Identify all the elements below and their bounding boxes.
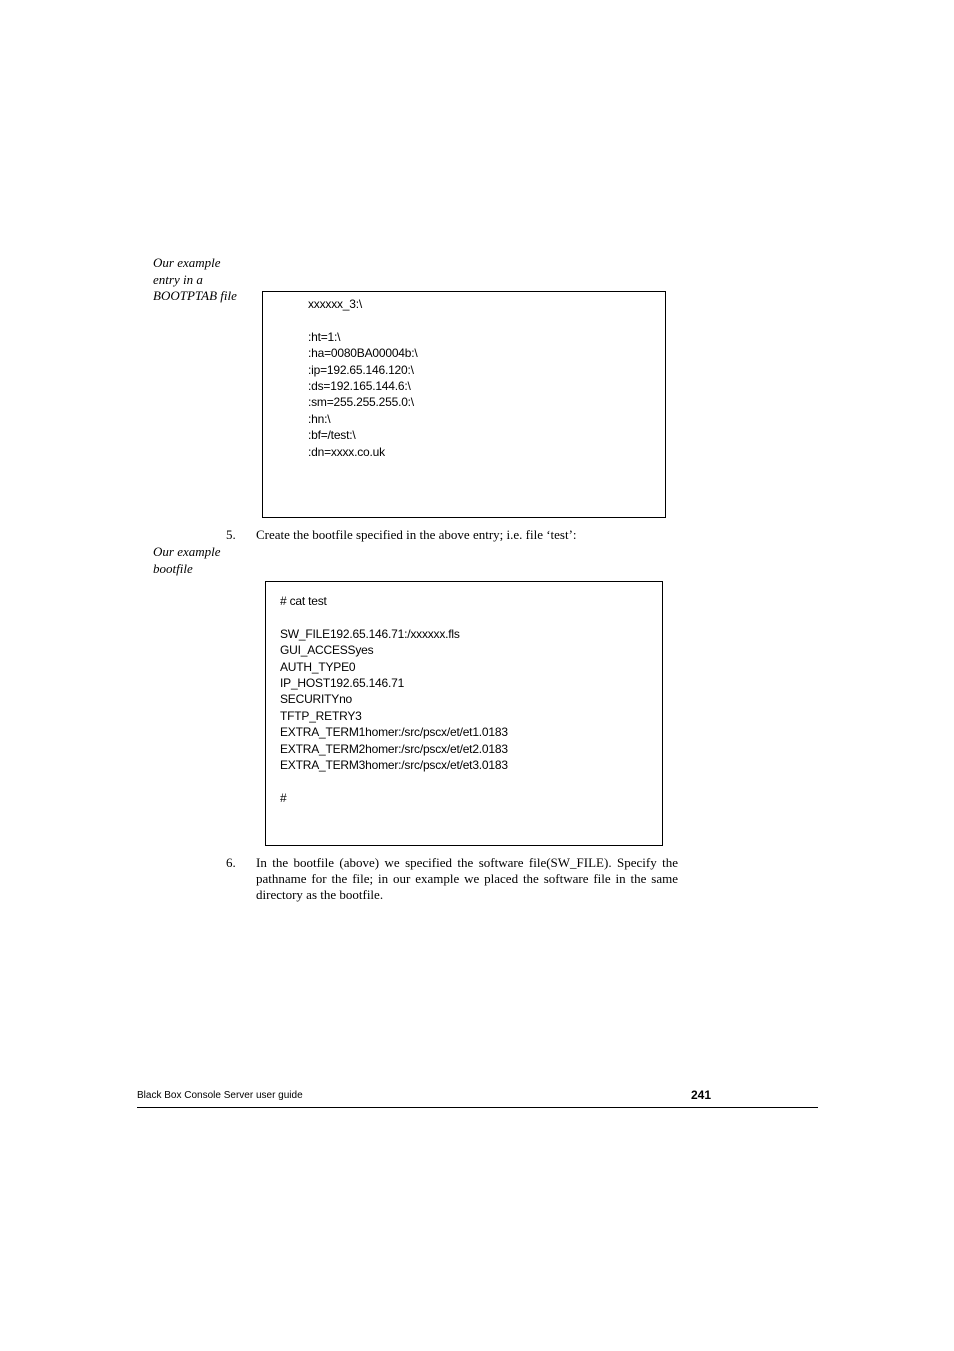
code-line: # xyxy=(280,790,287,805)
bootfile-content xyxy=(280,593,508,806)
footer-title: Black Box Console Server user guide xyxy=(137,1090,303,1101)
step-6 xyxy=(0,855,954,907)
code-line xyxy=(280,773,508,789)
code-line: AUTH_TYPE0 xyxy=(280,659,356,674)
code-line: :ds=192.165.144.6:\ xyxy=(308,378,411,393)
bootptab-entry-box xyxy=(262,291,666,518)
code-line xyxy=(308,312,418,328)
code-line: :ht=1:\ xyxy=(308,329,341,344)
step-5 xyxy=(0,527,954,547)
code-line: :ha=0080BA00004b:\ xyxy=(308,346,418,361)
step-number: 5. xyxy=(226,527,236,542)
code-line: :dn=xxxx.co.uk xyxy=(308,444,385,459)
code-line: TFTP_RETRY3 xyxy=(280,708,362,723)
code-line: EXTRA_TERM3homer:/src/pscx/et/et3.0183 xyxy=(280,757,508,772)
code-line: :bf=/test:\ xyxy=(308,428,356,443)
margin-note-bootfile: Our example bootfile xyxy=(153,544,221,576)
code-line: SECURITYno xyxy=(280,692,353,707)
code-line: :sm=255.255.255.0:\ xyxy=(308,395,414,410)
code-line: EXTRA_TERM1homer:/src/pscx/et/et1.0183 xyxy=(280,725,508,740)
margin-note-bootptab: Our example entry in a BOOTPTAB file xyxy=(153,255,237,303)
code-line: GUI_ACCESSyes xyxy=(280,643,374,658)
code-line: xxxxxx_3:\ xyxy=(308,297,363,311)
step-number: 6. xyxy=(226,855,236,870)
bootptab-entry-content xyxy=(308,296,418,460)
bootfile-box xyxy=(265,581,663,846)
code-line: SW_FILE192.65.146.71:/xxxxxx.fls xyxy=(280,626,460,641)
code-line: EXTRA_TERM2homer:/src/pscx/et/et2.0183 xyxy=(280,741,508,756)
code-line: IP_HOST192.65.146.71 xyxy=(280,675,405,690)
code-line: :hn:\ xyxy=(308,411,331,426)
step-text: Create the bootfile specified in the above entry; i.e. file ‘test’: xyxy=(256,527,577,542)
code-line: # cat test xyxy=(280,594,327,608)
footer-divider xyxy=(137,1107,818,1108)
code-line xyxy=(280,609,508,625)
code-line: :ip=192.65.146.120:\ xyxy=(308,362,414,377)
step-text: In the bootfile (above) we specified the software file(SW_FILE). Specify the pathname for the file; in our example we placed the software file in the same directory as the bootfile. xyxy=(256,855,678,902)
page-number: 241 xyxy=(691,1088,712,1102)
